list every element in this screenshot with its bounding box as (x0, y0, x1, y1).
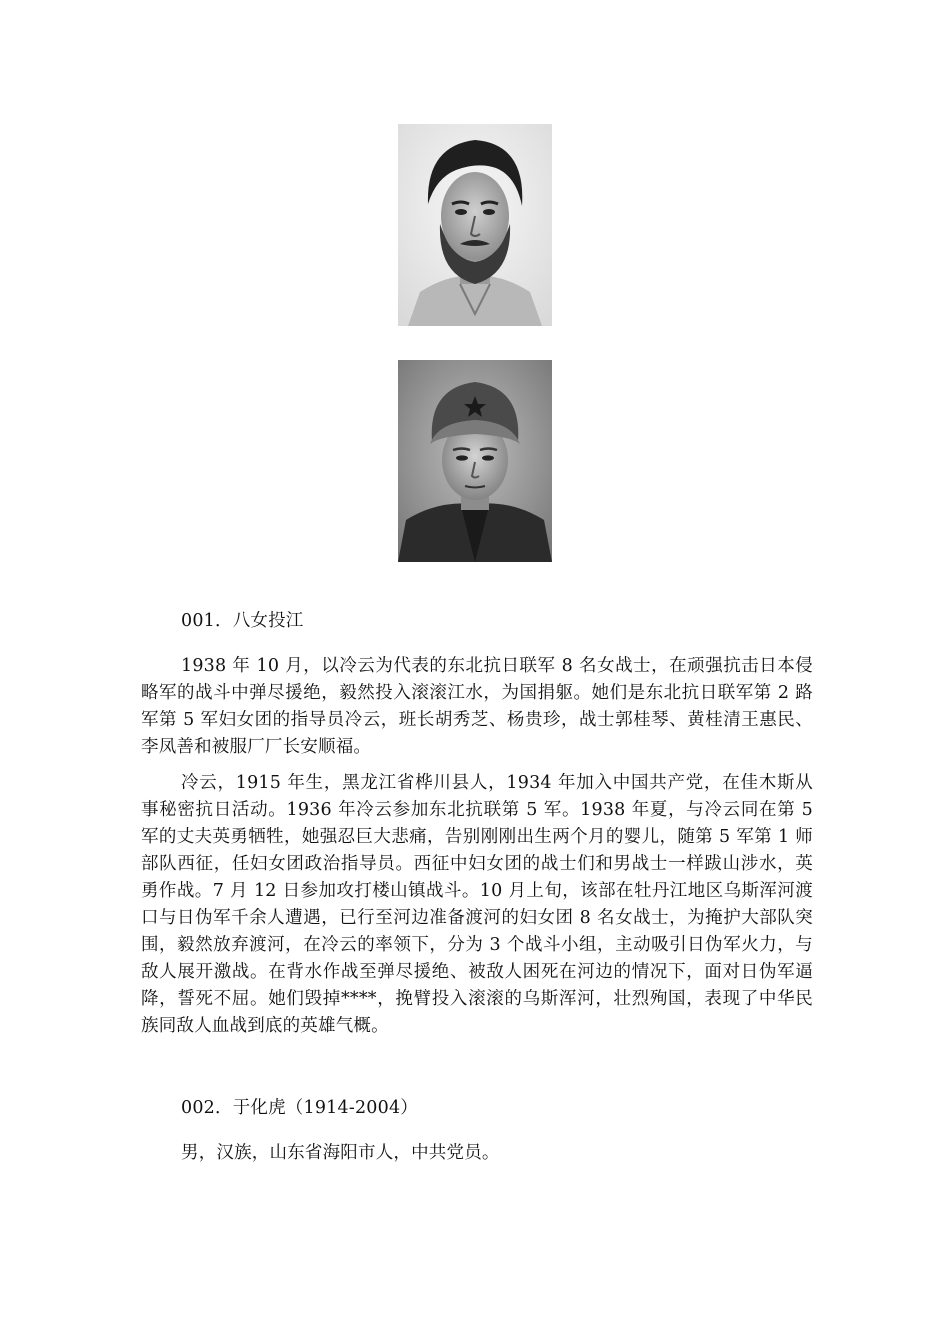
portrait-photo-bearded-man (398, 124, 552, 326)
portrait-photo-soldier-fur-hat (398, 360, 552, 562)
paragraph-intro: 1938 年 10 月，以冷云为代表的东北抗日联军 8 名女战士，在顽强抗击日本侵略军的战斗中弹尽援绝，毅然投入滚滚江水，为国捐躯。她们是东北抗日联军第 2 路军第 5 军妇女团的指导员冷云，班长胡秀芝、杨贵珍，战士郭桂琴、黄桂清王惠民、李凤善和被服厂厂长安顺福。 (141, 656, 813, 757)
paragraph-yu-huahu-summary: 男，汉族，山东省海阳市人，中共党员。 (181, 1143, 500, 1163)
section-heading-002: 002．于化虎（1914-2004） (181, 1098, 418, 1118)
paragraph-leng-yun-biography: 冷云，1915 年生，黑龙江省桦川县人，1934 年加入中国共产党，在佳木斯从事秘密抗日活动。1936 年冷云参加东北抗联第 5 军。1938 年夏，与冷云同在第 5 军的丈夫英勇牺牲，她强忍巨大悲痛，告别刚刚出生两个月的婴儿，随第 5 军第 1 师部队西征，任妇女团政治指导员。西征中妇女团的战士们和男战士一样跋山涉水，英勇作战。7 月 12 日参加攻打楼山镇战斗。10 月上旬，该部在牡丹江地区乌斯浑河渡口与日伪军千余人遭遇，已行至河边准备渡河的妇女团 8 名女战士，为掩护大部队突围，毅然放弃渡河，在冷云的率领下，分为 3 个战斗小组，主动吸引日伪军火力，与敌人展开激战。在背水作战至弹尽援绝、被敌人困死在河边的情况下，面对日伪军逼降，誓死不屈。她们毁掉****，挽臂投入滚滚的乌斯浑河，壮烈殉国，表现了中华民族同敌人血战到底的英雄气概。 (141, 773, 813, 1036)
section-heading-001: 001．八女投江 (181, 611, 304, 631)
